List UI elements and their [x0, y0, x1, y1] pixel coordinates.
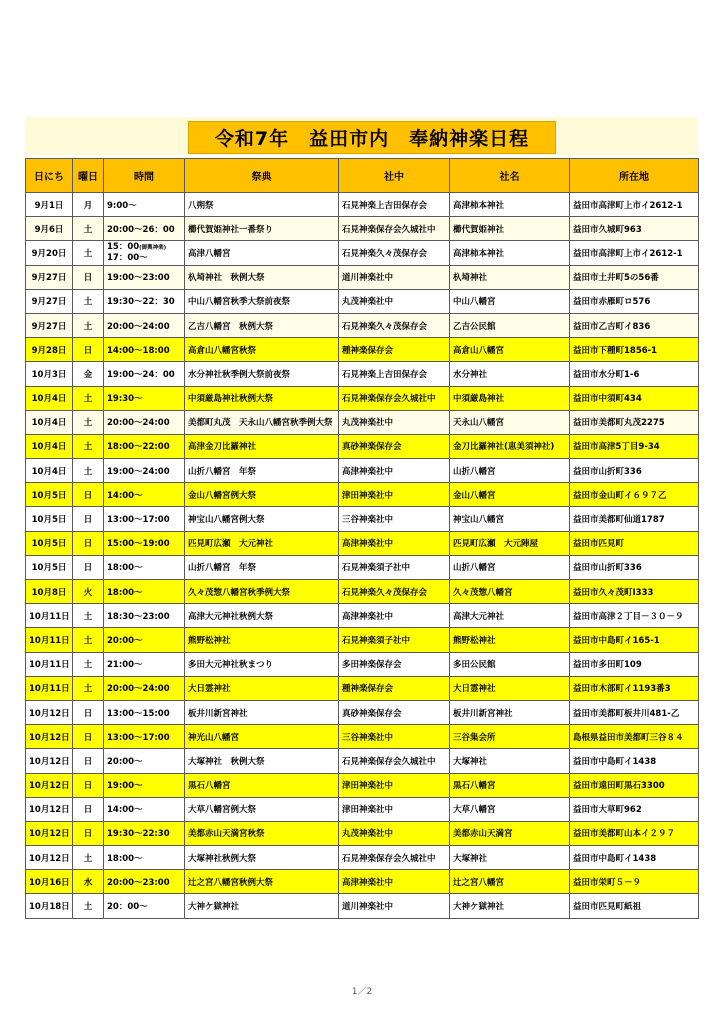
table-row	[26, 700, 699, 724]
cell-weekday: 日	[73, 797, 104, 821]
cell-shrine: 久々茂惣八幡宮	[450, 580, 570, 604]
cell-festival: 美都町丸茂 天永山八幡宮秋季例大祭	[185, 410, 339, 434]
header-shrine: 社名	[450, 159, 570, 193]
cell-date: 10月5日	[26, 507, 73, 531]
cell-time: 13:00～15:00	[104, 700, 185, 724]
table-row	[26, 652, 699, 676]
cell-troupe: 多田神楽保存会	[339, 652, 450, 676]
time-start: 15：00	[107, 242, 140, 253]
cell-festival: 山折八幡宮 年祭	[185, 459, 339, 483]
table-row	[26, 386, 699, 410]
cell-shrine: 中山八幡宮	[450, 289, 570, 313]
cell-shrine: 大神ケ獄神社	[450, 894, 570, 918]
cell-weekday: 日	[73, 338, 104, 362]
cell-troupe: 津田神楽社中	[339, 483, 450, 507]
cell-shrine: 中須厳島神社	[450, 386, 570, 410]
cell-troupe: 石見神楽保存会久城社中	[339, 846, 450, 870]
cell-date: 10月12日	[26, 773, 73, 797]
time-note: (御輿神楽)	[139, 245, 167, 252]
cell-festival: 高津大元神社秋例大祭	[185, 604, 339, 628]
cell-festival: 黒石八幡宮	[185, 773, 339, 797]
cell-weekday: 土	[73, 846, 104, 870]
cell-troupe: 種神楽保存会	[339, 676, 450, 700]
cell-festival: 美都赤山天満宮秋祭	[185, 821, 339, 845]
cell-festival: 山折八幡宮 年祭	[185, 555, 339, 579]
cell-date: 9月1日	[26, 193, 73, 217]
cell-shrine: 櫛代賀姫神社	[450, 217, 570, 241]
cell-location: 益田市高津町上市イ2612-1	[570, 241, 699, 265]
cell-location: 益田市多田町109	[570, 652, 699, 676]
cell-weekday: 日	[73, 483, 104, 507]
table-row	[26, 894, 699, 918]
cell-date: 10月11日	[26, 628, 73, 652]
cell-weekday: 土	[73, 289, 104, 313]
cell-time: 18:30～23:00	[104, 604, 185, 628]
table-row	[26, 507, 699, 531]
cell-festival: 神宝山八幡宮例大祭	[185, 507, 339, 531]
cell-festival: 多田大元神社秋まつり	[185, 652, 339, 676]
cell-shrine: 高倉山八幡宮	[450, 338, 570, 362]
cell-time: 19:00～24：00	[104, 362, 185, 386]
cell-troupe: 丸茂神楽社中	[339, 821, 450, 845]
cell-date: 10月4日	[26, 410, 73, 434]
cell-shrine: 大塚神社	[450, 749, 570, 773]
header-time: 時間	[104, 159, 185, 193]
cell-location: 益田市高津町上市イ2612-1	[570, 193, 699, 217]
cell-weekday: 日	[73, 821, 104, 845]
cell-weekday: 月	[73, 193, 104, 217]
table-row	[26, 821, 699, 845]
cell-weekday: 土	[73, 604, 104, 628]
table-row	[26, 628, 699, 652]
table-row	[26, 193, 699, 217]
cell-date: 10月12日	[26, 821, 73, 845]
header-date: 日にち	[26, 159, 73, 193]
cell-shrine: 高津大元神社	[450, 604, 570, 628]
cell-date: 10月11日	[26, 676, 73, 700]
cell-troupe: 石見神楽須子社中	[339, 555, 450, 579]
header-location: 所在地	[570, 159, 699, 193]
cell-date: 10月4日	[26, 459, 73, 483]
header-weekday: 曜日	[73, 159, 104, 193]
table-row	[26, 531, 699, 555]
cell-time: 19:00～	[104, 773, 185, 797]
cell-shrine: 大日霊神社	[450, 676, 570, 700]
cell-date: 9月6日	[26, 217, 73, 241]
cell-shrine: 乙吉公民館	[450, 313, 570, 337]
cell-festival: 神光山八幡宮	[185, 725, 339, 749]
cell-shrine: 高津柿本神社	[450, 193, 570, 217]
cell-time: 14:00～	[104, 797, 185, 821]
cell-location: 益田市山折町336	[570, 459, 699, 483]
cell-troupe: 高津神楽社中	[339, 459, 450, 483]
cell-time: 14:00～18:00	[104, 338, 185, 362]
cell-festival: 高津金刀比羅神社	[185, 434, 339, 458]
cell-location: 益田市美都町仙道1787	[570, 507, 699, 531]
cell-date: 10月12日	[26, 700, 73, 724]
cell-location: 益田市下種町1856-1	[570, 338, 699, 362]
cell-location: 益田市高津２丁目－３０－９	[570, 604, 699, 628]
cell-time: 20:00～23:00	[104, 870, 185, 894]
table-row	[26, 434, 699, 458]
cell-date: 9月27日	[26, 265, 73, 289]
cell-date: 10月12日	[26, 725, 73, 749]
cell-location: 益田市山折町336	[570, 555, 699, 579]
cell-troupe: 道川神楽社中	[339, 894, 450, 918]
cell-weekday: 水	[73, 870, 104, 894]
cell-weekday: 日	[73, 531, 104, 555]
cell-location: 益田市美都町山本イ２９７	[570, 821, 699, 845]
cell-time: 13:00～17:00	[104, 507, 185, 531]
cell-time: 20:00～26：00	[104, 217, 185, 241]
cell-shrine: 大塚神社	[450, 846, 570, 870]
cell-date: 9月27日	[26, 289, 73, 313]
cell-troupe: 石見神楽久々茂保存会	[339, 241, 450, 265]
cell-shrine: 杁埼神社	[450, 265, 570, 289]
cell-troupe: 石見神楽久々茂保存会	[339, 580, 450, 604]
cell-location: 益田市中島町イ1438	[570, 749, 699, 773]
cell-date: 10月12日	[26, 846, 73, 870]
cell-location: 益田市水分町1-6	[570, 362, 699, 386]
table-row	[26, 555, 699, 579]
cell-location: 益田市匹見町紙祖	[570, 894, 699, 918]
cell-troupe: 三谷神楽社中	[339, 725, 450, 749]
cell-festival: 櫛代賀姫神社一番祭り	[185, 217, 339, 241]
table-row	[26, 749, 699, 773]
cell-weekday: 土	[73, 459, 104, 483]
table-row	[26, 362, 699, 386]
cell-date: 10月4日	[26, 434, 73, 458]
cell-festival: 匹見町広瀬 大元神社	[185, 531, 339, 555]
cell-shrine: 辻之宮八幡宮	[450, 870, 570, 894]
cell-time: 20：00～	[104, 894, 185, 918]
cell-time: 20:00～	[104, 749, 185, 773]
table-row	[26, 870, 699, 894]
cell-shrine: 山折八幡宮	[450, 555, 570, 579]
cell-time: 18:00～	[104, 846, 185, 870]
cell-location: 益田市中島町イ165-1	[570, 628, 699, 652]
cell-time: 19:30～22：30	[104, 289, 185, 313]
cell-weekday: 日	[73, 507, 104, 531]
cell-festival: 辻之宮八幡宮秋例大祭	[185, 870, 339, 894]
cell-weekday: 日	[73, 749, 104, 773]
cell-weekday: 土	[73, 434, 104, 458]
cell-shrine: 板井川新宮神社	[450, 700, 570, 724]
cell-date: 10月8日	[26, 580, 73, 604]
cell-location: 益田市中須町434	[570, 386, 699, 410]
cell-shrine: 大草八幡宮	[450, 797, 570, 821]
cell-date: 10月12日	[26, 797, 73, 821]
time-second: 17：00～	[107, 253, 148, 264]
cell-time: 19:30～22:30	[104, 821, 185, 845]
cell-location: 益田市木部町イ1193番3	[570, 676, 699, 700]
cell-shrine: 金刀比羅神社(恵美須神社)	[450, 434, 570, 458]
table-row	[26, 289, 699, 313]
cell-location: 益田市久城町963	[570, 217, 699, 241]
cell-shrine: 高津柿本神社	[450, 241, 570, 265]
cell-shrine: 山折八幡宮	[450, 459, 570, 483]
cell-location: 益田市美都町丸茂2275	[570, 410, 699, 434]
cell-weekday: 火	[73, 580, 104, 604]
cell-troupe: 石見神楽保存会久城社中	[339, 386, 450, 410]
cell-festival: 中須厳島神社秋例大祭	[185, 386, 339, 410]
cell-weekday: 土	[73, 241, 104, 265]
cell-festival: 金山八幡宮例大祭	[185, 483, 339, 507]
page-number: 1／2	[351, 987, 373, 997]
cell-troupe: 道川神楽社中	[339, 265, 450, 289]
cell-troupe: 丸茂神楽社中	[339, 410, 450, 434]
cell-weekday: 土	[73, 676, 104, 700]
cell-time: 9:00～	[104, 193, 185, 217]
table-row	[26, 725, 699, 749]
cell-festival: 大神ケ獄神社	[185, 894, 339, 918]
cell-time: 20:00～	[104, 628, 185, 652]
table-row	[26, 241, 699, 265]
cell-troupe: 高津神楽社中	[339, 531, 450, 555]
cell-time: 20:00～24:00	[104, 676, 185, 700]
cell-date: 10月5日	[26, 555, 73, 579]
cell-weekday: 土	[73, 410, 104, 434]
cell-date: 10月3日	[26, 362, 73, 386]
table-row	[26, 313, 699, 337]
cell-troupe: 種神楽保存会	[339, 338, 450, 362]
cell-weekday: 土	[73, 386, 104, 410]
cell-festival: 水分神社秋季例大祭前夜祭	[185, 362, 339, 386]
cell-festival: 杁埼神社 秋例大祭	[185, 265, 339, 289]
cell-date: 10月18日	[26, 894, 73, 918]
schedule-table	[25, 158, 699, 919]
cell-festival: 大草八幡宮例大祭	[185, 797, 339, 821]
cell-festival: 大塚神社秋例大祭	[185, 846, 339, 870]
cell-troupe: 真砂神楽保存会	[339, 434, 450, 458]
table-row	[26, 217, 699, 241]
cell-festival: 熊野松神社	[185, 628, 339, 652]
cell-location: 益田市久々茂町I333	[570, 580, 699, 604]
cell-date: 9月27日	[26, 313, 73, 337]
schedule-body	[26, 193, 699, 919]
cell-location: 益田市大草町962	[570, 797, 699, 821]
cell-location: 益田市美都町板井川481-乙	[570, 700, 699, 724]
header-row	[26, 159, 699, 193]
cell-location: 益田市土井町5の56番	[570, 265, 699, 289]
table-row	[26, 580, 699, 604]
cell-date: 10月5日	[26, 483, 73, 507]
cell-location: 益田市遠田町黒石3300	[570, 773, 699, 797]
cell-shrine: 天永山八幡宮	[450, 410, 570, 434]
cell-troupe: 丸茂神楽社中	[339, 289, 450, 313]
cell-location: 益田市赤雁町ロ576	[570, 289, 699, 313]
cell-troupe: 高津神楽社中	[339, 870, 450, 894]
table-row	[26, 676, 699, 700]
cell-weekday: 土	[73, 894, 104, 918]
cell-troupe: 真砂神楽保存会	[339, 700, 450, 724]
cell-time: 18:00～22:00	[104, 434, 185, 458]
table-row	[26, 483, 699, 507]
cell-location: 益田市金山町イ６９７乙	[570, 483, 699, 507]
cell-time: 21:00～	[104, 652, 185, 676]
cell-troupe: 石見神楽上吉田保存会	[339, 362, 450, 386]
table-row	[26, 338, 699, 362]
cell-date: 10月11日	[26, 604, 73, 628]
header-festival: 祭典	[185, 159, 339, 193]
cell-shrine: 金山八幡宮	[450, 483, 570, 507]
cell-time: 14:00～	[104, 483, 185, 507]
cell-shrine: 多田公民館	[450, 652, 570, 676]
cell-shrine: 神宝山八幡宮	[450, 507, 570, 531]
cell-time: 15:00～19:00	[104, 531, 185, 555]
cell-date: 10月4日	[26, 386, 73, 410]
table-row	[26, 797, 699, 821]
cell-shrine: 水分神社	[450, 362, 570, 386]
cell-date: 9月28日	[26, 338, 73, 362]
cell-troupe: 石見神楽上吉田保存会	[339, 193, 450, 217]
cell-troupe: 高津神楽社中	[339, 604, 450, 628]
cell-location: 益田市匹見町	[570, 531, 699, 555]
cell-festival: 大塚神社 秋例大祭	[185, 749, 339, 773]
cell-troupe: 石見神楽須子社中	[339, 628, 450, 652]
cell-weekday: 土	[73, 313, 104, 337]
cell-festival: 八朔祭	[185, 193, 339, 217]
cell-weekday: 金	[73, 362, 104, 386]
table-row	[26, 604, 699, 628]
cell-weekday: 土	[73, 217, 104, 241]
page-title: 令和7年 益田市内 奉納神楽日程	[188, 121, 556, 154]
cell-troupe: 石見神楽保存会久城社中	[339, 749, 450, 773]
cell-weekday: 日	[73, 725, 104, 749]
table-row	[26, 773, 699, 797]
cell-location: 益田市中島町イ1438	[570, 846, 699, 870]
cell-date: 10月12日	[26, 749, 73, 773]
cell-location: 島根県益田市美都町三谷８４	[570, 725, 699, 749]
cell-time: 19:00～23:00	[104, 265, 185, 289]
cell-date: 10月5日	[26, 531, 73, 555]
cell-shrine: 三谷集会所	[450, 725, 570, 749]
cell-time: 20:00～24:00	[104, 313, 185, 337]
table-row	[26, 846, 699, 870]
cell-weekday: 土	[73, 652, 104, 676]
header-troupe: 社中	[339, 159, 450, 193]
cell-troupe: 石見神楽久々茂保存会	[339, 313, 450, 337]
cell-time: 20:00～24:00	[104, 410, 185, 434]
cell-shrine: 黒石八幡宮	[450, 773, 570, 797]
cell-troupe: 津田神楽社中	[339, 773, 450, 797]
cell-festival: 中山八幡宮秋季大祭前夜祭	[185, 289, 339, 313]
cell-shrine: 熊野松神社	[450, 628, 570, 652]
cell-weekday: 土	[73, 628, 104, 652]
cell-location: 益田市栄町５－９	[570, 870, 699, 894]
cell-weekday: 日	[73, 700, 104, 724]
cell-weekday: 日	[73, 265, 104, 289]
table-row	[26, 410, 699, 434]
cell-festival: 高倉山八幡宮秋祭	[185, 338, 339, 362]
cell-festival: 乙吉八幡宮 秋例大祭	[185, 313, 339, 337]
cell-shrine: 匹見町広瀬 大元陣屋	[450, 531, 570, 555]
cell-festival: 板井川新宮神社	[185, 700, 339, 724]
cell-time	[104, 241, 185, 265]
cell-date: 10月16日	[26, 870, 73, 894]
cell-time: 13:00～17:00	[104, 725, 185, 749]
cell-time: 19:30～	[104, 386, 185, 410]
cell-time: 18:00～	[104, 580, 185, 604]
cell-date: 10月11日	[26, 652, 73, 676]
cell-festival: 久々茂惣八幡宮秋季例大祭	[185, 580, 339, 604]
cell-weekday: 日	[73, 555, 104, 579]
cell-location: 益田市乙吉町イ836	[570, 313, 699, 337]
cell-festival: 大日霊神社	[185, 676, 339, 700]
cell-festival: 高津八幡宮	[185, 241, 339, 265]
cell-time: 19:00～24:00	[104, 459, 185, 483]
cell-date: 9月20日	[26, 241, 73, 265]
table-row	[26, 459, 699, 483]
cell-time: 18:00～	[104, 555, 185, 579]
cell-troupe: 津田神楽社中	[339, 797, 450, 821]
cell-weekday: 日	[73, 773, 104, 797]
cell-shrine: 美都赤山天満宮	[450, 821, 570, 845]
cell-troupe: 石見神楽保存会久城社中	[339, 217, 450, 241]
table-row	[26, 265, 699, 289]
cell-troupe: 三谷神楽社中	[339, 507, 450, 531]
cell-location: 益田市高津5丁目9-34	[570, 434, 699, 458]
